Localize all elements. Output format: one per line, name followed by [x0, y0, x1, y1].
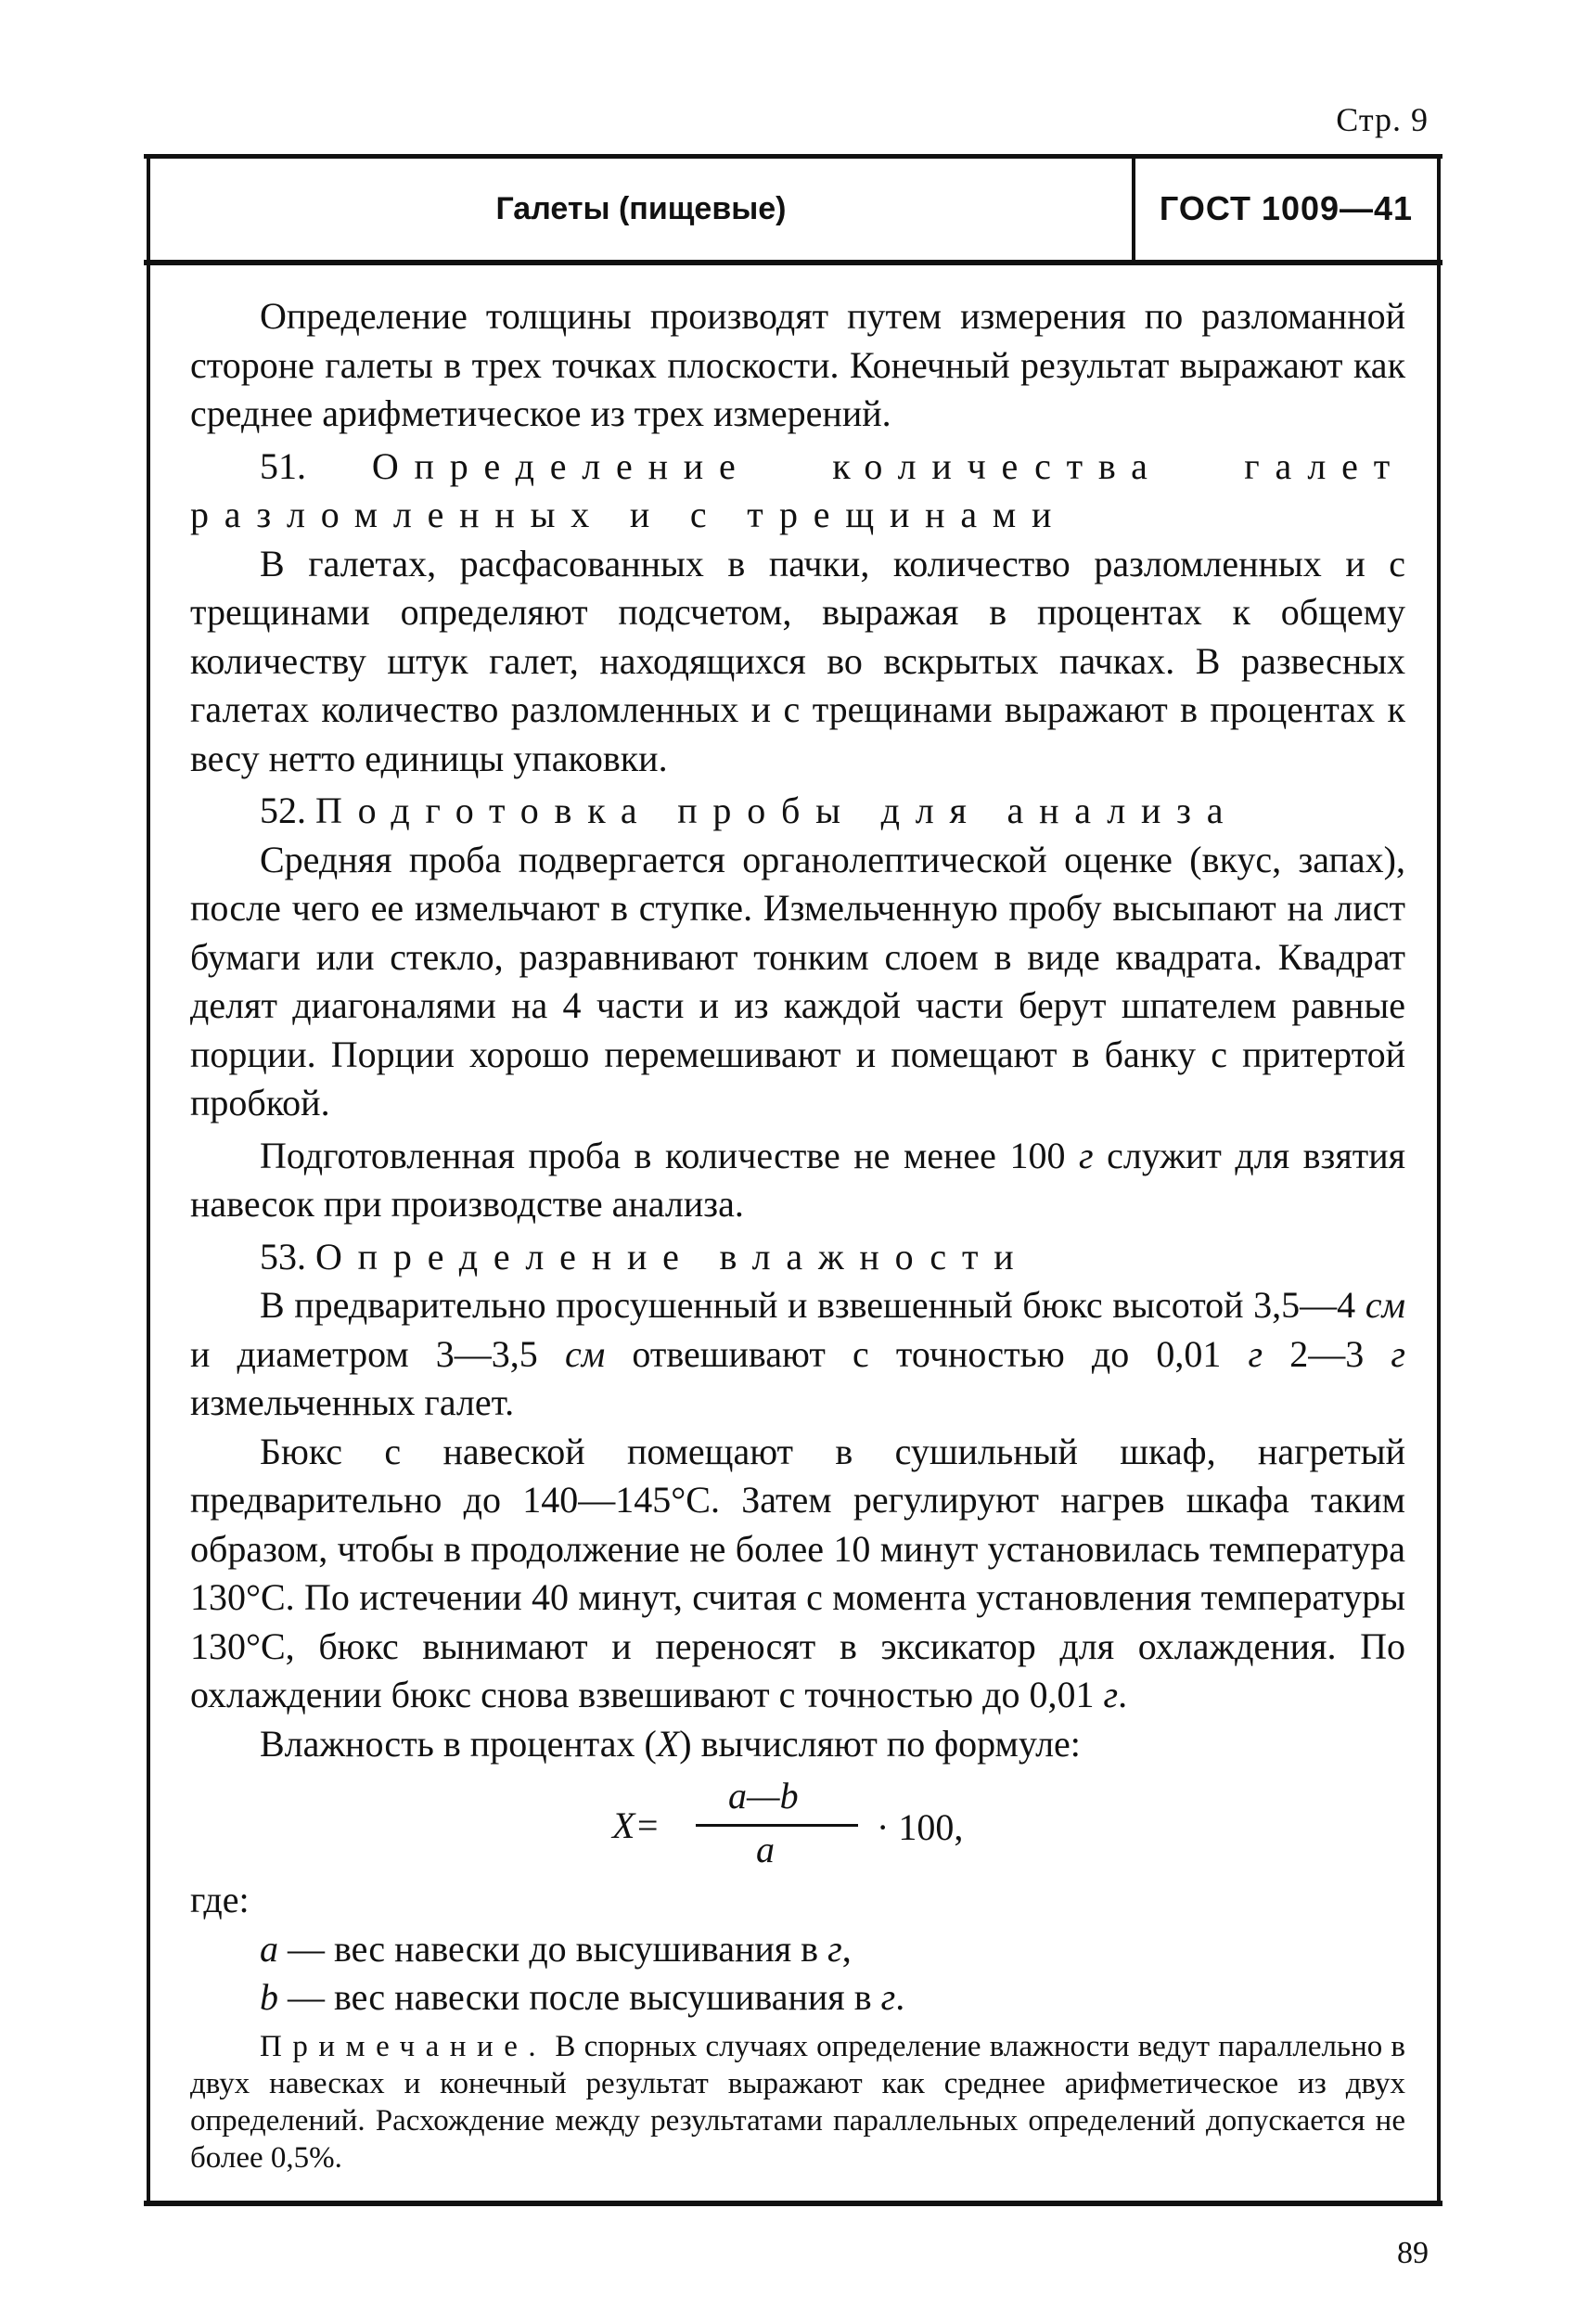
- formula-multiplier: · 100,: [877, 1806, 964, 1848]
- paragraph-53c: Влажность в процентах (X) вычисляют по формуле:: [260, 1722, 1081, 1765]
- frame-right-rule: [1437, 154, 1441, 2204]
- formula-denominator: a: [756, 1829, 775, 1870]
- frame-left-rule: [147, 154, 150, 2204]
- formula-lhs: X=: [612, 1804, 660, 1846]
- moisture-formula: [190, 1772, 1405, 1876]
- note-text: В спорных случаях определение влажности ведут параллельно в двух навесках и конечный результат выражают как среднее арифметическое из двух определений. Расхождение между результатами параллельных определений допускается не более 0,5%.: [190, 2029, 1405, 2175]
- section-53-heading: 53. Определение влажности: [260, 1235, 1030, 1278]
- body-text: [190, 292, 1405, 2176]
- fraction-bar: [696, 1824, 858, 1827]
- page-label: Стр. 9: [1336, 101, 1429, 138]
- definition-b: b — вес навески после высушивания в г.: [260, 1976, 905, 2018]
- note: [190, 2028, 1405, 2176]
- formula-numerator: a—b: [728, 1775, 799, 1817]
- footer-rule: [144, 2201, 1442, 2206]
- note-label: Примечание.: [260, 2029, 547, 2063]
- where-label: где:: [190, 1879, 250, 1920]
- section-52-heading: 52. Подготовка пробы для анализа: [260, 790, 1239, 831]
- document-title: Галеты (пищевые): [495, 190, 787, 226]
- paragraph-52a: Средняя проба подвергается органолептической оценке (вкус, запах), после чего ее измельчают в ступке. Измельченную пробу высыпают на лист бумаги или стекло, разравнивают тонким слоем в виде квадрата. Квадрат делят диагоналями на 4 части и из каждой части берут шпателем равные порции. Порции хорошо перемешивают и помещают в банку с притертой пробкой.: [190, 838, 1405, 1123]
- standard-number: ГОСТ 1009—41: [1159, 189, 1414, 227]
- section-title: Подготовка пробы для анализа: [315, 790, 1239, 831]
- section-title: Определение количества галет разломленных и с трещинами: [190, 444, 1405, 535]
- header-bottom-rule: [144, 260, 1442, 265]
- paragraph-53a: В предварительно просушенный и взвешенный бюкс высотой 3,5—4 см и диаметром 3—3,5 см отвешивают с точностью до 0,01 г 2—3 г измельченных галет.: [190, 1284, 1406, 1423]
- paragraph-53b: Бюкс с навеской помещают в сушильный шкаф, нагретый предварительно до 140—145°С. Затем регулируют нагрев шкафа таким образом, чтобы в продолжение не более 10 минут установилась температура 130°С. По истечении 40 минут, считая с момента установления температуры 130°С, бюкс вынимают и переносят в эксикатор для охлаждения. По охлаждении бюкс снова взвешивают с точностью до 0,01 г.: [190, 1430, 1405, 1715]
- paragraph-51: В галетах, расфасованных в пачки, количество разломленных и с трещинами определяют подсчетом, выражая в процентах к общему количеству штук галет, находящихся во вскрытых пачках. В развесных галетах количество разломленных и с трещинами выражают в процентах к весу нетто единицы упаковки.: [190, 542, 1405, 779]
- paragraph-52b: Подготовленная проба в количестве не менее 100 г служит для взятия навесок при производстве анализа.: [190, 1134, 1406, 1225]
- section-51-heading: 51. Определение количества галет разломленных и с трещинами: [190, 444, 1405, 535]
- section-title: Определение влажности: [315, 1235, 1030, 1278]
- definition-a: a — вес навески до высушивания в г,: [260, 1927, 852, 1970]
- footer-page-number: 89: [1397, 2236, 1429, 2270]
- paragraph-thickness: Определение толщины производят путем измерения по разломанной стороне галеты в трех точках плоскости. Конечный результат выражают как среднее арифметическое из трех измерений.: [190, 295, 1405, 434]
